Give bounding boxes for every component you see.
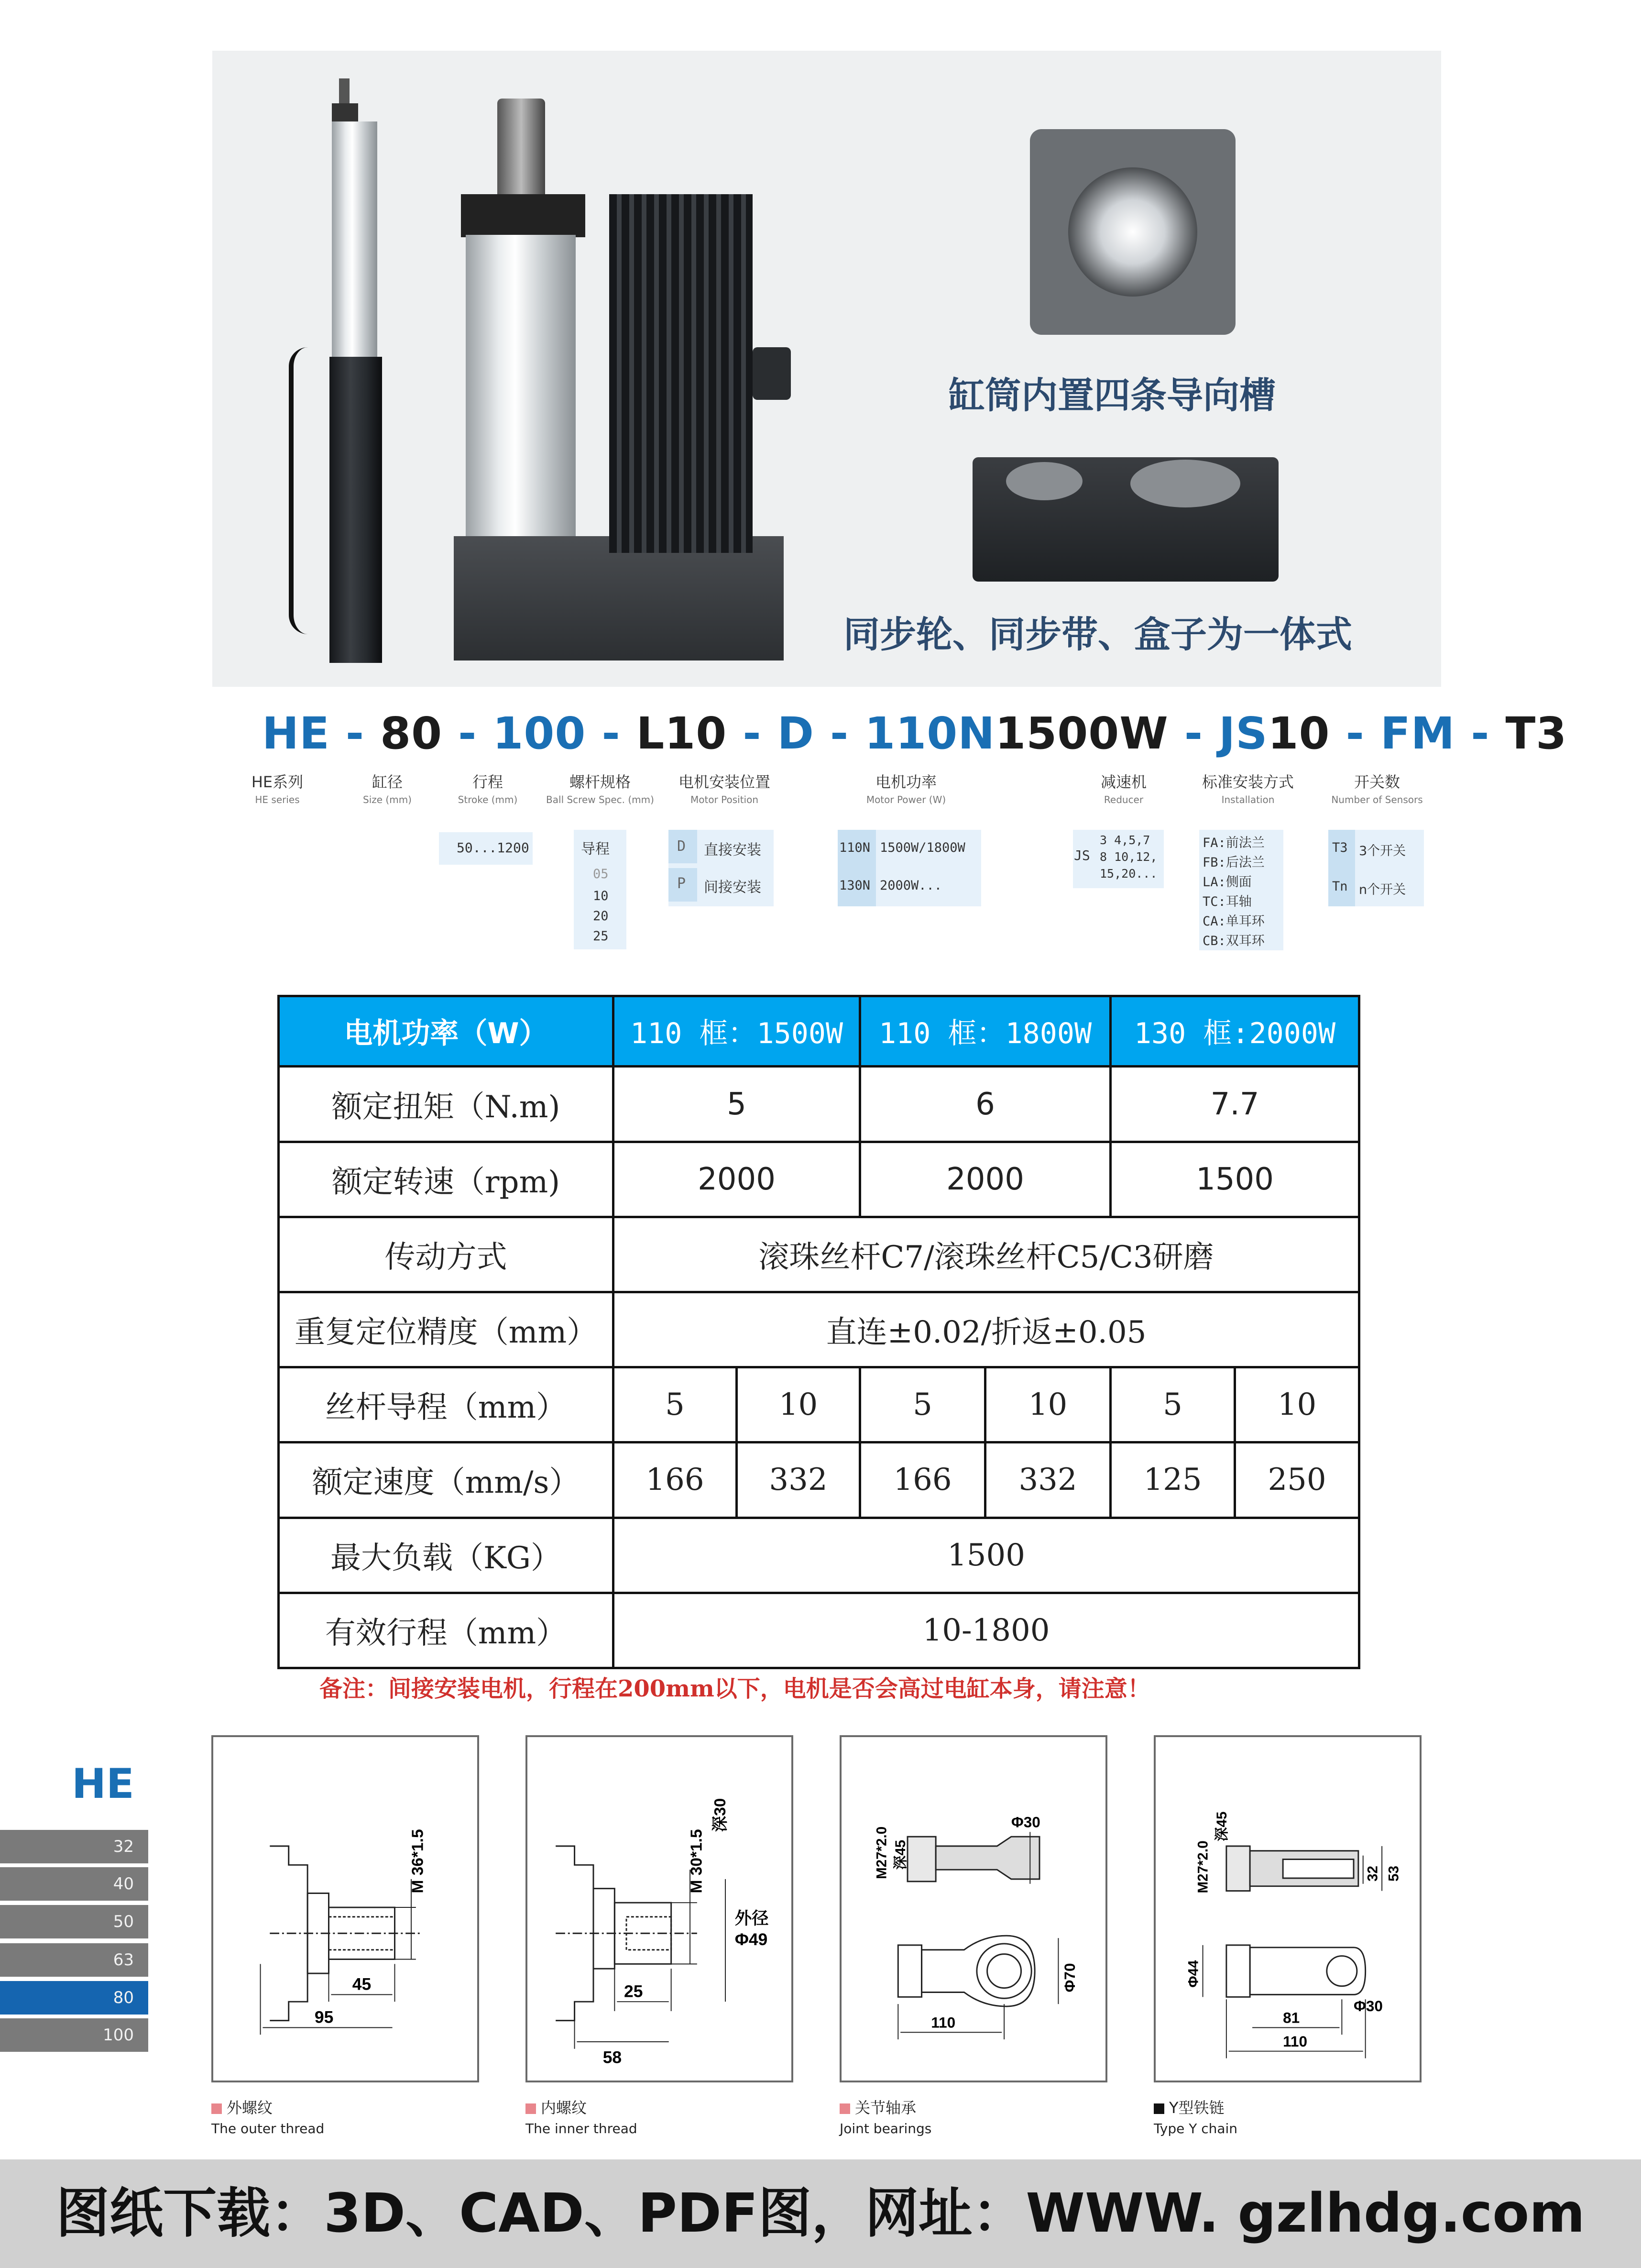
table-row [279,1367,1359,1442]
actuator-end-plate [461,194,585,237]
model-code-part: 10 [1268,708,1330,759]
motor-power-label: 1500W/1800W [880,840,965,855]
actuator-rod-end [332,103,358,122]
footer-download-link[interactable]: 图纸下载：3D、CAD、PDF图，网址：WWW. gzlhdg.com [56,2182,1585,2245]
code-label-stroke: 行程 Stroke (mm) [458,773,518,805]
spec-header-cell: 110 框：1500W [613,996,860,1067]
sensors-code: Tn [1332,879,1348,894]
row-label: 最大负载（KG） [279,1518,613,1593]
model-code-part: - [1455,708,1506,759]
motor-connector [753,347,791,400]
dim-label: 深45 [1214,1811,1230,1842]
motor-power-code: 130N [839,878,871,893]
dim-label: Φ70 [1061,1963,1078,1993]
table-cell: 10 [1235,1367,1359,1442]
side-nav-item-100[interactable]: 100 [0,2018,148,2052]
dim-label: M 36*1.5 [409,1829,427,1894]
table-row [279,1593,1359,1668]
drawing-caption: 外螺纹 The outer thread [211,2099,325,2136]
spec-header-label: 电机功率（W） [279,996,613,1067]
servo-motor [609,194,753,553]
table-cell: 10-1800 [613,1593,1359,1668]
table-cell: 7.7 [1111,1067,1359,1142]
table-cell: 1500 [1111,1142,1359,1217]
model-code-part: - [727,708,777,759]
side-nav-item-32[interactable]: 32 [0,1830,148,1863]
inner-thread-svg [527,1737,791,2081]
dim-label: M 30*1.5 [688,1829,706,1894]
lead-option: 20 [593,909,609,924]
model-code-part: - [329,708,381,759]
sensors-label: 3个开关 [1359,844,1406,859]
table-row [279,1292,1359,1367]
table-cell: 直连±0.02/折返±0.05 [613,1292,1359,1367]
drawing-y-chain [1154,1735,1422,2082]
table-row [279,1442,1359,1518]
table-cell: 166 [860,1442,985,1518]
code-label-screw: 螺杆规格 Ball Screw Spec. (mm) [546,773,654,805]
lead-option: 25 [593,929,609,944]
motor-power-label: 2000W... [880,878,942,893]
model-code-part: 110N [864,708,996,759]
row-label: 额定转速（rpm) [279,1142,613,1217]
dim-label: 25 [624,1982,643,2001]
caption-marker-icon [211,2103,222,2114]
dim-label: 81 [1283,2009,1300,2026]
code-label-bore: 缸径 Size (mm) [363,773,412,805]
dim-label: 110 [1283,2032,1308,2050]
table-cell: 332 [985,1442,1111,1518]
side-nav-item-63[interactable]: 63 [0,1943,148,1977]
table-cell: 1500 [613,1518,1359,1593]
table-cell: 6 [860,1067,1111,1142]
spec-header-cell: 130 框:2000W [1111,996,1359,1067]
side-nav-item-40[interactable]: 40 [0,1867,148,1901]
code-label-motor-position: 电机安装位置 Motor Position [678,773,770,805]
sensors-code: T3 [1332,840,1348,855]
drawing-caption: 关节轴承 Joint bearings [840,2099,932,2136]
dim-label: Φ49 [734,1929,768,1949]
table-row [279,1217,1359,1292]
drawing-joint-bearings [840,1735,1107,2082]
model-code-part: HE [262,708,330,759]
model-code-part: - [1168,708,1219,759]
installation-option: FB:后法兰 [1203,855,1265,870]
table-row [279,1518,1359,1593]
side-nav-item-80[interactable]: 80 [0,1981,148,2015]
actuator-motor-slim [329,357,382,663]
actuator-rod-end-large [497,99,545,209]
table-cell: 10 [985,1367,1111,1442]
table-cell: 2000 [860,1142,1111,1217]
reducer-ratio: 8 10,12, [1100,850,1158,864]
motor-position-label-p: 间接安装 [704,879,761,896]
hero-caption-bottom: 同步轮、同步带、盒子为一体式 [843,613,1352,656]
lead-option: 10 [593,889,609,903]
code-label-motor-power: 电机功率 Motor Power (W) [866,773,946,805]
dim-label: 深30 [711,1798,729,1832]
model-code-part: - [586,708,636,759]
spec-table-header [279,996,1359,1067]
row-label: 额定速度（mm/s） [279,1442,613,1518]
table-cell: 5 [1111,1367,1235,1442]
dim-label: 58 [602,2048,622,2067]
product-photo [212,51,1441,687]
row-label: 有效行程（mm） [279,1593,613,1668]
installation-option: LA:侧面 [1203,875,1252,890]
spec-table [277,995,1360,1669]
model-code-part: L10 [636,708,727,759]
drawing-caption: 内螺纹 The inner thread [525,2099,637,2136]
installation-option: TC:耳轴 [1203,894,1252,909]
table-cell: 125 [1111,1442,1235,1518]
table-cell: 5 [613,1067,860,1142]
row-label: 丝杆导程（mm） [279,1367,613,1442]
joint-bearings-svg [842,1737,1105,2081]
y-chain-svg [1156,1737,1420,2081]
reducer-ratio: 15,20... [1100,867,1158,881]
table-cell: 滚珠丝杆C7/滚珠丝杆C5/C3研磨 [613,1217,1359,1292]
dim-label: 外径 [734,1908,769,1928]
row-label: 传动方式 [279,1217,613,1292]
table-cell: 166 [613,1442,737,1518]
code-label-series: HE系列 HE series [251,773,304,805]
dim-label: Φ44 [1185,1960,1202,1988]
side-nav-title: HE [72,1760,134,1808]
model-code-part: D [777,708,814,759]
code-label-sensors: 开关数 Number of Sensors [1331,773,1423,805]
table-cell: 332 [737,1442,860,1518]
table-cell: 5 [613,1367,737,1442]
row-label: 重复定位精度（mm） [279,1292,613,1367]
motor-position-code-d: D [677,838,686,855]
row-label: 额定扭矩（N.m) [279,1067,613,1142]
code-label-reducer: 减速机 Reducer [1100,773,1147,805]
table-note: 备注：间接安装电机，行程在200mm以下，电机是否会高过电缸本身，请注意！ [319,1675,1150,1702]
model-code-part: JS [1219,708,1268,759]
model-code-part: T3 [1505,708,1567,759]
dim-label: M27*2.0 [874,1826,890,1879]
dim-label: 110 [931,2014,956,2031]
model-code-part: - [442,708,493,759]
model-code-part: FM [1380,708,1455,759]
caption-marker-icon [840,2103,850,2114]
drawing-inner-thread [525,1735,793,2082]
dim-label: 32 [1365,1865,1381,1882]
reducer-ratio: 3 4,5,7 [1100,833,1150,847]
lead-title: 导程 [581,841,610,858]
hero-caption-top: 缸筒内置四条导向槽 [949,374,1276,417]
guide-groove-bore [1068,167,1197,297]
installation-option: CA:单耳环 [1203,914,1265,929]
table-cell: 5 [860,1367,985,1442]
model-code [262,708,1567,759]
caption-marker-icon [1154,2103,1164,2114]
motor-power-code: 110N [839,840,871,855]
stroke-option: 50...1200 [457,840,529,856]
table-cell: 2000 [613,1142,860,1217]
code-label-installation: 标准安装方式 Installation [1202,773,1294,805]
table-cell: 250 [1235,1442,1359,1518]
motor-position-label-d: 直接安装 [704,842,761,859]
dim-label: 95 [314,2007,334,2027]
actuator-cylinder-large [466,235,576,565]
motor-position-code-p: P [677,875,686,892]
dim-label: M27*2.0 [1195,1840,1211,1894]
dim-label: 53 [1386,1865,1402,1882]
dim-label: Φ30 [1011,1813,1040,1831]
installation-option: CB:双耳环 [1203,934,1265,948]
table-row [279,1067,1359,1142]
drawing-caption: Y型铁链 Type Y chain [1154,2099,1238,2136]
outer-thread-svg [213,1737,477,2081]
actuator-box [454,536,784,661]
dim-label: 深45 [893,1839,909,1870]
timing-box-hole-right [1130,460,1240,507]
actuator-cylinder-slim [332,121,377,361]
dim-label: 45 [352,1974,372,1994]
drawing-outer-thread [211,1735,479,2082]
model-code-part: 80 [380,708,443,759]
dim-label: Φ30 [1354,1997,1383,2015]
model-code-part: 100 [492,708,586,759]
table-cell: 10 [737,1367,860,1442]
spec-header-cell: 110 框：1800W [860,996,1111,1067]
model-code-part: 1500W [995,708,1169,759]
side-nav-item-50[interactable]: 50 [0,1905,148,1938]
reducer-code: JS [1074,848,1090,863]
cable-bundle [289,347,322,634]
table-row [279,1142,1359,1217]
installation-option: FA:前法兰 [1203,836,1265,850]
model-code-part: - [814,708,865,759]
lead-option: 05 [593,867,609,881]
model-code-part: - [1330,708,1380,759]
timing-box-hole-left [1006,462,1083,500]
caption-marker-icon [525,2103,536,2114]
sensors-label: n个开关 [1359,882,1406,897]
